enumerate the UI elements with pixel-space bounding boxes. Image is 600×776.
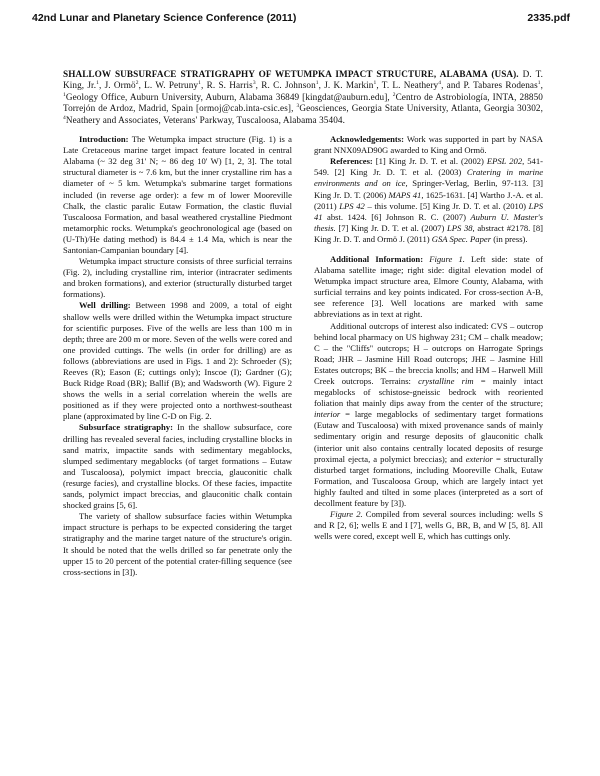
author: R. S. Harris xyxy=(206,80,253,91)
ack-heading: Acknowledgements: xyxy=(330,134,404,145)
author: R. C. Johnson xyxy=(261,80,316,91)
drilling-paragraph xyxy=(63,300,292,422)
affil-mark: 1 xyxy=(96,80,99,87)
reference-item: [8] King Jr. D. T. and Ormö J. (2011) GSA Spec. Paper (in press). xyxy=(314,222,543,244)
figure-1-label: Figure 1. xyxy=(429,253,465,264)
affil-mark: 1 xyxy=(373,80,377,87)
terrains-paragraph: Wetumpka impact structure consists of three surficial terrains (Fig. 2), including crystalline rim, interior (intracrater sediments and broken formations), and exterior (structurally disturbed target formations). xyxy=(63,256,292,300)
additional-info-heading: Additional Information: xyxy=(330,253,424,264)
references-heading: References: xyxy=(330,156,373,167)
paper-title: SHALLOW SUBSURFACE STRATIGRAPHY OF WETUMPKA IMPACT STRUCTURE, ALABAMA (USA). xyxy=(63,69,519,79)
reference-item: [3] King Jr. D. T. (2006) MAPS 41, 1625-1631. xyxy=(314,178,543,200)
figure-2-paragraph xyxy=(314,509,543,542)
figure-2-label: Figure 2. xyxy=(330,509,363,520)
author: P. Tabares Rodenas xyxy=(463,80,538,91)
author: L. W. Petruny xyxy=(144,80,199,91)
ack-text: Work was supported in part by NASA grant NNX09AD90G awarded to King and Ormö. xyxy=(314,134,543,156)
affil-mark: 1 xyxy=(537,80,541,87)
drilling-text: Between 1998 and 2009, a total of eight shallow wells were drilled within the Wetumpka impact structure for scientific purposes. Five of the wells are less than 100 m in depth; three are 200 m or more. Seven of the wells were cored and one provided cuttings. The wells (in order for drilling) are as follows (abbreviations are used in Figs. 1 and 2): Schroeder (S); Reeves (R); Eason (E; cuttings only); Inscoe (I); Gardner (G); Buck Ridge Road (BR); Ballif (B); and Wadsworth (W). Figure 2 shows the wells in a serial correlation wherein the wells are positioned as if they were projected onto a northwest-southeast plane (approximated by line C-D on Fig. 2. xyxy=(63,300,292,422)
affil-mark: 4 xyxy=(438,80,442,87)
term-interior: interior xyxy=(314,409,341,420)
affil-mark: 3 xyxy=(252,80,256,87)
author: J. K. Markin xyxy=(324,80,374,91)
affil-mark: 1 xyxy=(315,80,319,87)
reference-item: [6] Johnson R. C. (2007) Auburn U. Master's thesis. xyxy=(314,211,543,233)
author-list: D. T. King, Jr.$^1$, J. Ormö$^2$, L. W. Petruny$^1$, R. S. Harris$^3$, R. C. Johnson$^1$, J. K. Markin$^1$, T. L. Neathery$^4$, and P. Tabares Rodenas$^1$, $^1$Geology Office, Auburn University, Auburn, Alabama 36849 [kingdat@auburn.edu], $^2$Centro de Astrobiología, INTA, 28850 Torrejón de Ardoz, Madrid, Spain [ormoj@cab.inta-csic.es], $^3$Geosciences, Georgia State University, Atlanta, Georgia 30302, $^4$Neathery and Associates, Veterans' Parkway, Tuscaloosa, Alabama 35404. xyxy=(63,69,544,125)
conference-header: 42nd Lunar and Planetary Science Conference (2011) xyxy=(32,12,297,24)
drilling-heading: Well drilling: xyxy=(79,300,131,311)
outcrops-paragraph: Additional outcrops of interest also indicated: CVS – outcrop behind local pharmacy on US highway 231; CM – chalk meadow; C – the "Cliffs" outcrops; H – outcrops on Harrogate Springs Road; JHR – Jasmine Hill Road outcrops; JHE – Jasmine Hill Estates outcrops; BK – the breccia knolls; and HM – Harwell Mill Creek outcrops. Terrains: crystalline rim = mainly intact megablocks of schistose-gneissic bedrock with reoriented foliation that mainly dips away from the center of the structure; interior = large megablocks of sedimentary target formations (Eutaw and Tuscaloosa) with mixed provenance sands of mainly sedimentary origin and resurge deposits of glauconitic chalk (interior unit also contains centrally located deposits of resurge proximal ejecta, a polymict breccias); and exterior = structurally disturbed target formations, including Mooreville Chalk, Eutaw Formation, and Tuscaloosa Group, which are largely intact yet highly faulted and tilted in some places (interpreted as a sort of decollment feature by [3]). xyxy=(314,320,543,509)
affiliation: Geosciences, Georgia State University, Atlanta, Georgia 30302, xyxy=(299,103,543,114)
affil-mark: 1 xyxy=(63,91,66,98)
figure-2-caption: Compiled from several sources including: wells S and R [2, 6]; wells E and I [7], wells G, BR, B, and W [5, 8]. All wells were cored, except well E, which has cuttings only. xyxy=(314,509,543,542)
stratigraphy-heading: Subsurface stratigraphy: xyxy=(79,422,173,433)
two-column-body xyxy=(63,134,543,578)
reference-item: [2] King Jr. D. T. et al. (2003) Cratering in marine environments and on ice, Springer-Verlag, Berlin, 97-113. xyxy=(314,167,544,189)
file-name: 2335.pdf xyxy=(527,12,570,24)
additional-info-paragraph xyxy=(314,254,543,321)
affil-mark: 4 xyxy=(63,114,66,121)
right-column xyxy=(314,134,543,578)
left-column xyxy=(63,134,292,578)
reference-item: [7] King Jr. D. T. et al. (2007) LPS 38, abstract #2178. xyxy=(338,222,533,233)
affil-mark: 2 xyxy=(392,91,396,98)
author: J. Ormö xyxy=(104,80,136,91)
title-block xyxy=(63,69,543,126)
affil-mark: 3 xyxy=(296,103,300,110)
stratigraphy-text: In the shallow subsurface, core drilling has revealed several facies, including crystalline blocks in sand matrix, impactite sands with sedimentary megablocks, slumped sedimentary megablocks (of target formations – Eutaw and Tuscaloosa), polymict impact breccia, glauconitic chalk (resurge facies), and crystalline blocks. Of these facies, impactite sands, polymict impact breccias, and glauconitic chalk contain shocked grains [5, 6]. xyxy=(63,422,292,511)
term-exterior: exterior xyxy=(465,453,493,464)
intro-paragraph xyxy=(63,134,292,256)
ack-paragraph xyxy=(314,134,543,156)
affiliation: Centro de Astrobiología, INTA, 28850 Torrejón de Ardoz, Madrid, Spain [ormoj@cab.inta-csic.es], xyxy=(63,91,543,114)
figure-1-caption: Left side: state of Alabama satellite image; right side: digital elevation model of Wetumpka impact structure area, Elmore County, Alabama, with surficial terrains and key points indicated. For cross-section A-B, see reference [3]. Well locations are marked with same abbreviations as in text at right. xyxy=(314,253,543,320)
references-paragraph xyxy=(314,156,543,245)
author: D. T. King, Jr. xyxy=(63,69,544,91)
term-crystalline-rim: crystalline rim xyxy=(418,376,474,386)
affiliation: Geology Office, Auburn University, Auburn, Alabama 36849 [kingdat@auburn.edu], xyxy=(65,91,390,102)
reference-item: [5] King Jr. D. T. et al. (2010) LPS 41 abst. 1424. xyxy=(314,200,543,222)
intro-heading: Introduction: xyxy=(79,134,129,145)
stratigraphy-paragraph xyxy=(63,422,292,511)
author: T. L. Neathery xyxy=(381,80,439,91)
intro-text: The Wetumpka impact structure (Fig. 1) is a Late Cretaceous marine target impact feature located in central Alabama (~ 32 deg 31' N; ~ 86 deg 10' W) [1, 2, 3]. The total structural diameter is ~ 7.6 km, but the inner crystalline rim has a diameter of ~ 5 km. Wetumpka's submarine target formations included (in reverse age order): a few m of lower Mooreville Chalk, the clastic paralic Eutaw Formation, the clastic fluvial Tuscaloosa Formation, and basal weathered crystalline Piedmont metamorphic rocks. Wetumpka's geochronological age (based on (U-Th)/He dating method) is 84.4 ± 1.4 Ma, which is near the Santonian-Campanian boundary [4]. xyxy=(63,134,293,255)
reference-item: [4] Wartho J.-A. et al. (2011) LPS 42 – this volume. xyxy=(314,189,543,211)
affil-mark: 2 xyxy=(135,80,139,87)
reference-item: [1] King Jr. D. T. et al. (2002) EPSL 202, 541-549. xyxy=(314,156,543,178)
affiliation: Neathery and Associates, Veterans' Parkway, Tuscaloosa, Alabama 35404. xyxy=(65,114,345,125)
variety-paragraph: The variety of shallow subsurface facies within Wetumpka impact structure is perhaps to be expected considering the target stratigraphy and the marine target nature of the structure's origin. It should be noted that the wells drilled so far penetrate only the upper 15 to 20 percent of the potential crater-filling sequence (see cross-sections in [3]). xyxy=(63,511,292,577)
affil-mark: 1 xyxy=(198,80,201,87)
paper-body xyxy=(63,69,543,578)
